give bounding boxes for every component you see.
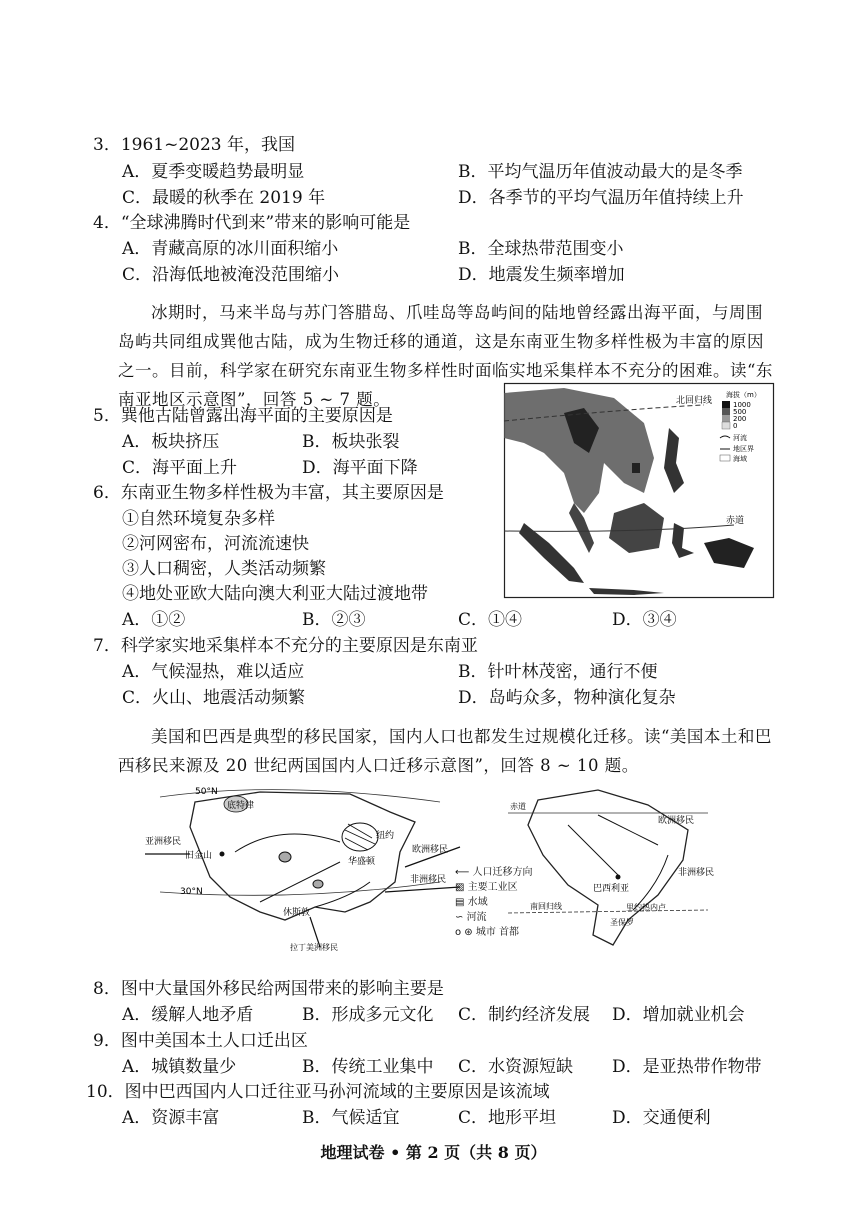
label-latin-migrants: 拉丁美洲移民 [290,943,338,952]
q7-option-b[interactable]: B．针叶林茂密，通行不便 [458,662,658,682]
q6-option-b[interactable]: B．②③ [302,610,366,630]
br-tropic-label: 南回归线 [530,902,562,911]
q6-statement-3: ③人口稠密，人类活动频繁 [122,559,326,579]
brazil-migration-map [508,785,715,955]
legend-sea: 海域 [733,455,747,463]
q3-option-b[interactable]: B．平均气温历年值波动最大的是冬季 [458,162,743,182]
q3-stem: 3．1961~2023 年，我国 [93,135,295,155]
q5-option-d[interactable]: D．海平面下降 [302,458,418,478]
legend-border: 地区界 [733,445,754,453]
passage-southeast-asia: 冰期时，马来半岛与苏门答腊岛、爪哇岛等岛屿间的陆地曾经露出海平面，与周围岛屿共同组成巽他古陆，成为生物迁移的通道，这是东南亚生物多样性极为丰富的原因之一。目前，科学家在研究东南亚生物多样性时面临实地采集样本不充分的困难。读“东南亚地区示意图”，回答 5 ~ 7 题。 [118,303,773,409]
q8-option-b[interactable]: B．形成多元文化 [302,1005,434,1025]
q8-option-a[interactable]: A．缓解人地矛盾 [122,1005,254,1025]
q5-stem: 5．巽他古陆曾露出海平面的主要原因是 [93,406,393,426]
q10-option-d[interactable]: D．交通便利 [612,1108,711,1128]
city-san-francisco: 旧金山 [185,851,213,861]
br-europe-migrants: 欧洲移民 [658,816,695,826]
q4-option-a[interactable]: A．青藏高原的冰川面积缩小 [122,239,339,259]
q5-option-c[interactable]: C．海平面上升 [122,458,238,478]
q9-option-a[interactable]: A．城镇数量少 [122,1057,237,1077]
lat-30-label: 30°N [180,887,203,897]
q4-option-c[interactable]: C．沿海低地被淹没范围缩小 [122,265,340,285]
q6-option-a[interactable]: A．①② [122,610,186,630]
q8-stem: 8．图中大量国外移民给两国带来的影响主要是 [93,979,444,999]
legend-river: 河流 [733,434,747,442]
city-detroit: 底特律 [227,801,255,811]
city-washington: 华盛顿 [348,857,376,867]
q3-option-c[interactable]: C．最暖的秋季在 2019 年 [122,188,326,208]
q5-option-a[interactable]: A．板块挤压 [122,432,220,452]
q4-option-b[interactable]: B．全球热带范围变小 [458,239,624,259]
city-new-york: 纽约 [376,831,395,841]
q9-stem: 9．图中美国本土人口迁出区 [93,1031,308,1051]
city-sao-paulo: 圣保罗 [610,918,634,927]
q8-option-c[interactable]: C．制约经济发展 [458,1005,591,1025]
q9-option-d[interactable]: D．是亚热带作物带 [612,1057,762,1077]
q10-stem: 10．图中巴西国内人口迁往亚马孙河流域的主要原因是该流域 [86,1082,550,1102]
br-africa-migrants: 非洲移民 [678,868,715,878]
q9-option-c[interactable]: C．水资源短缺 [458,1057,574,1077]
page-footer: 地理试卷 • 第 2 页（共 8 页） [320,1143,547,1162]
label-africa-migrants: 非洲移民 [410,875,447,885]
legend-level-2: 500 [733,408,747,416]
q4-option-d[interactable]: D．地震发生频率增加 [458,265,625,285]
city-brasilia: 巴西利亚 [593,884,630,894]
q4-stem: 4．“全球沸腾时代到来”带来的影响可能是 [93,213,411,233]
legend-water: ▤ 水域 [455,897,488,908]
q6-statement-1: ①自然环境复杂多样 [122,509,275,529]
city-rio: 里约热内卢 [626,903,666,912]
legend-level-1: 1000 [733,401,751,409]
q6-statement-2: ②河网密布，河流流速快 [122,534,309,554]
legend-industry: ▨ 主要工业区 [455,882,518,893]
br-equator-label: 赤道 [510,802,526,811]
southeast-asia-map [504,383,774,598]
q3-option-d[interactable]: D．各季节的平均气温历年值持续上升 [458,188,744,208]
legend-level-3: 200 [733,415,747,423]
us-migration-map [140,782,480,954]
legend-level-4: 0 [733,422,738,430]
label-europe-migrants: 欧洲移民 [412,845,449,855]
map-equator-label: 赤道 [726,516,745,526]
q10-option-a[interactable]: A．资源丰富 [122,1108,220,1128]
legend-river: ∽ 河流 [455,912,487,923]
q3-option-a[interactable]: A．夏季变暖趋势最明显 [122,162,305,182]
q7-option-d[interactable]: D．岛屿众多，物种演化复杂 [458,688,676,708]
q8-option-d[interactable]: D．增加就业机会 [612,1005,745,1025]
q10-option-c[interactable]: C．地形平坦 [458,1108,557,1128]
legend-migration: ⟵ 人口迁移方向 [455,867,533,878]
map-tropic-label: 北回归线 [676,396,713,406]
q7-option-a[interactable]: A．气候湿热，难以适应 [122,662,305,682]
q7-option-c[interactable]: C．火山、地震活动频繁 [122,688,306,708]
q6-statement-4: ④地处亚欧大陆向澳大利亚大陆过渡地带 [122,584,428,604]
legend-city: o ⊛ 城市 首都 [455,927,520,938]
q6-option-d[interactable]: D．③④ [612,610,677,630]
q9-option-b[interactable]: B．传统工业集中 [302,1057,434,1077]
label-asia-migrants: 亚洲移民 [145,837,182,847]
q7-stem: 7．科学家实地采集样本不充分的主要原因是东南亚 [93,636,478,656]
lat-50-label: 50°N [195,787,218,797]
legend-title: 海拔（m） [726,391,761,399]
q6-stem: 6．东南亚生物多样性极为丰富，其主要原因是 [93,483,444,503]
q6-option-c[interactable]: C．①④ [458,610,523,630]
q10-option-b[interactable]: B．气候适宜 [302,1108,400,1128]
passage-migration: 美国和巴西是典型的移民国家，国内人口也都发生过规模化迁移。读“美国本土和巴西移民来源及 20 世纪两国国内人口迁移示意图”，回答 8 ~ 10 题。 [118,727,772,775]
q5-option-b[interactable]: B．板块张裂 [302,432,400,452]
city-houston: 休斯敦 [283,908,311,918]
